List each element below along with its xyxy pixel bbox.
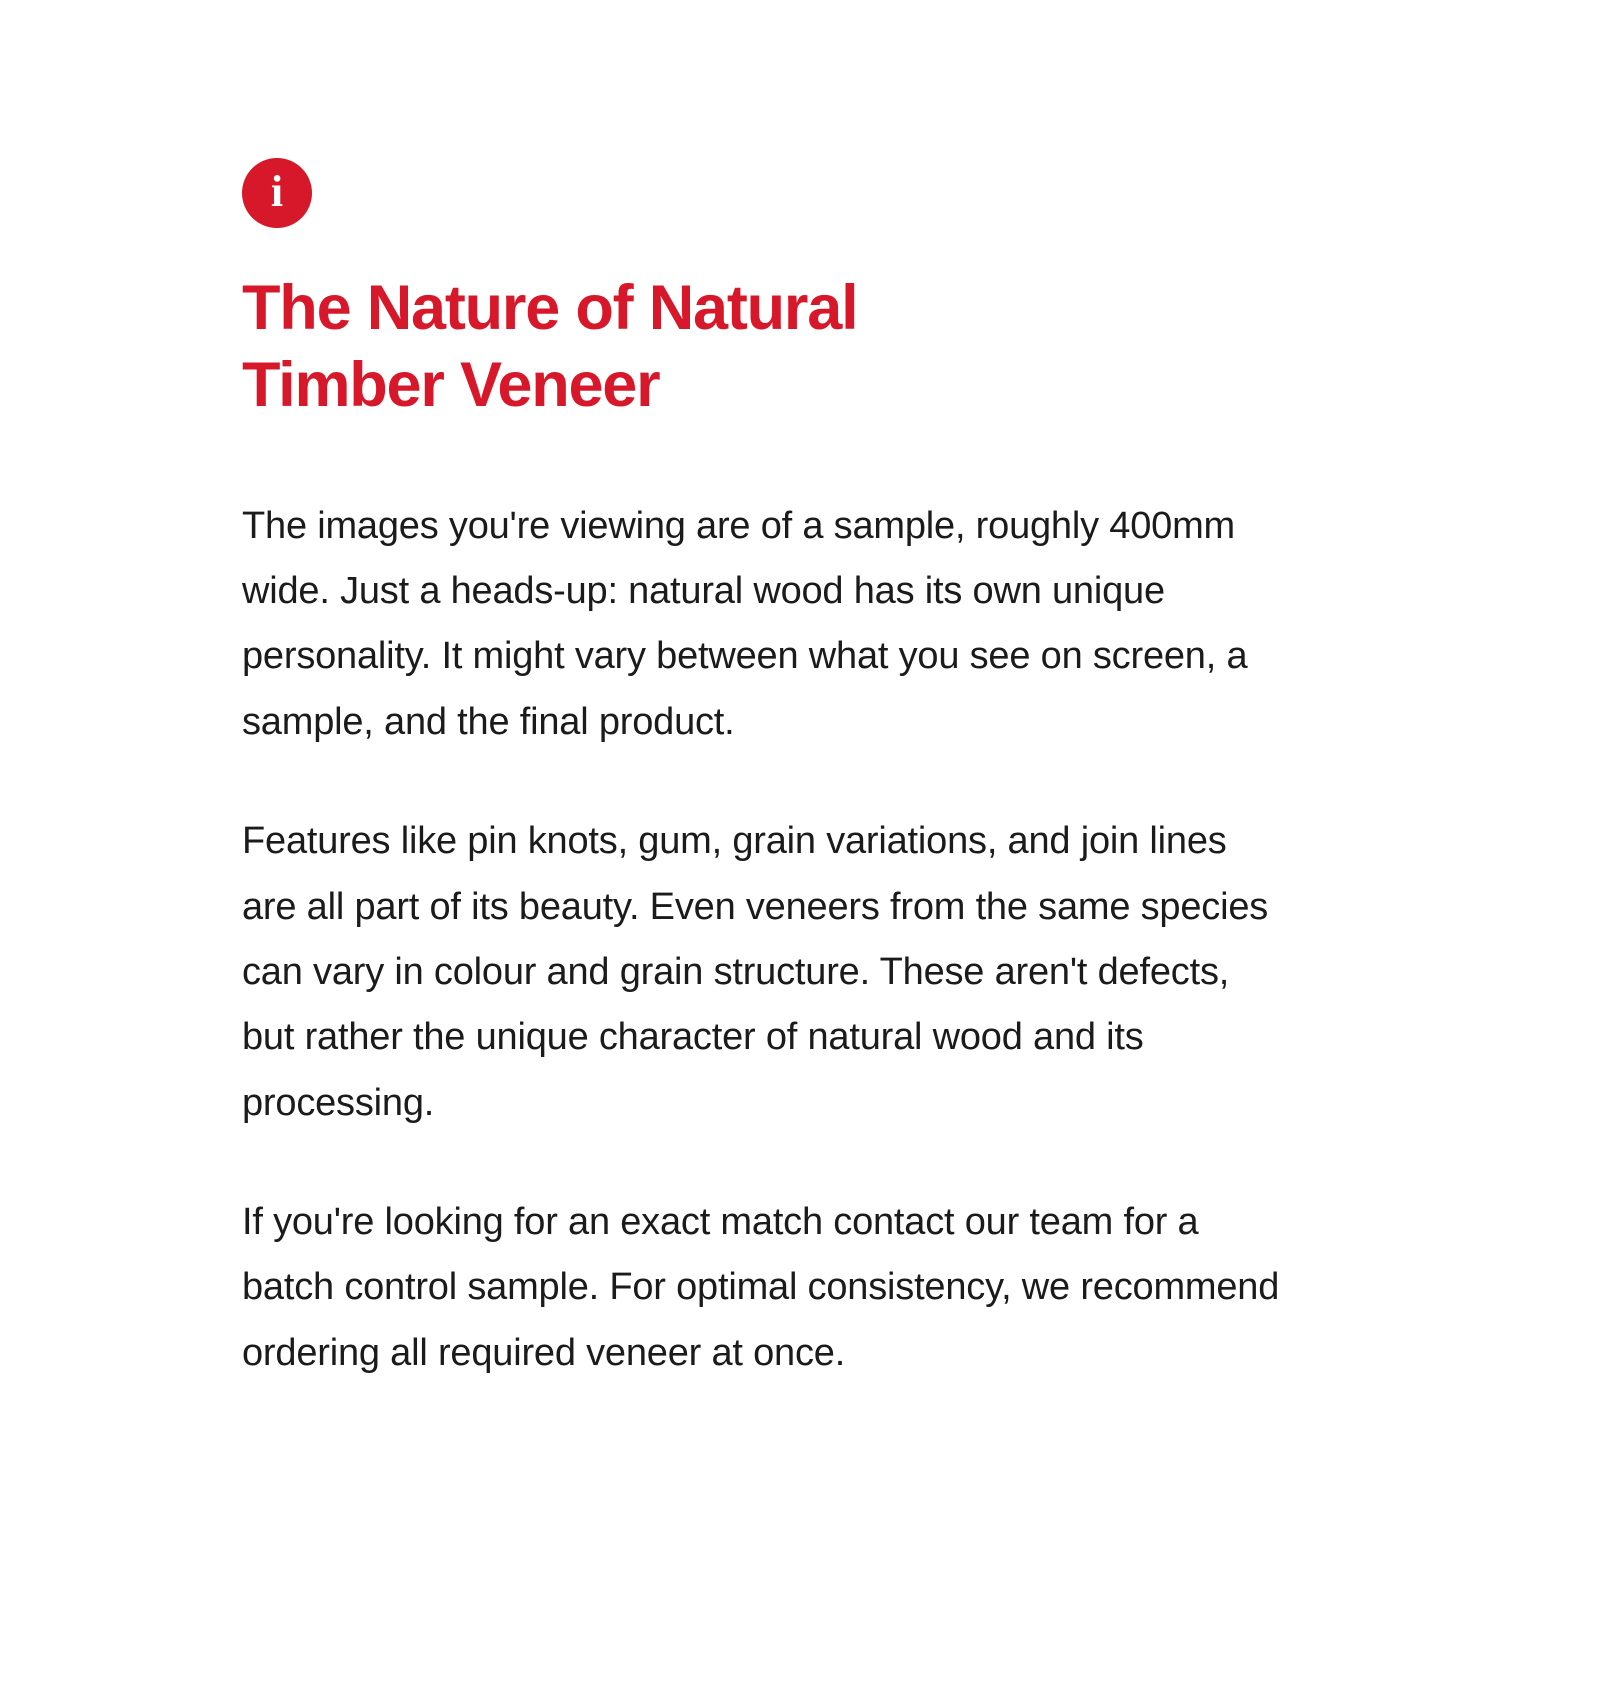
info-icon-glyph: i	[270, 167, 284, 216]
page-title-line-1: The Nature of Natural	[242, 273, 858, 343]
page-title	[242, 270, 1002, 424]
info-icon	[242, 158, 312, 228]
info-paragraph: If you're looking for an exact match contact our team for a batch control sample. For optimal consistency, we recommend ordering all required veneer at once.	[242, 1200, 1280, 1374]
page-title-line-2: Timber Veneer	[242, 349, 660, 420]
info-panel	[242, 158, 1302, 1386]
info-body	[242, 494, 1287, 1386]
info-paragraph: Features like pin knots, gum, grain variations, and join lines are all part of its beauty. Even veneers from the same species can vary in colour and grain structure. These aren't defects, but rather the unique character of natural wood and its processing.	[242, 820, 1269, 1124]
info-paragraph: The images you're viewing are of a sample, roughly 400mm wide. Just a heads-up: natural wood has its own unique personality. It might vary between what you see on screen, a sample, and the final product.	[242, 504, 1248, 743]
